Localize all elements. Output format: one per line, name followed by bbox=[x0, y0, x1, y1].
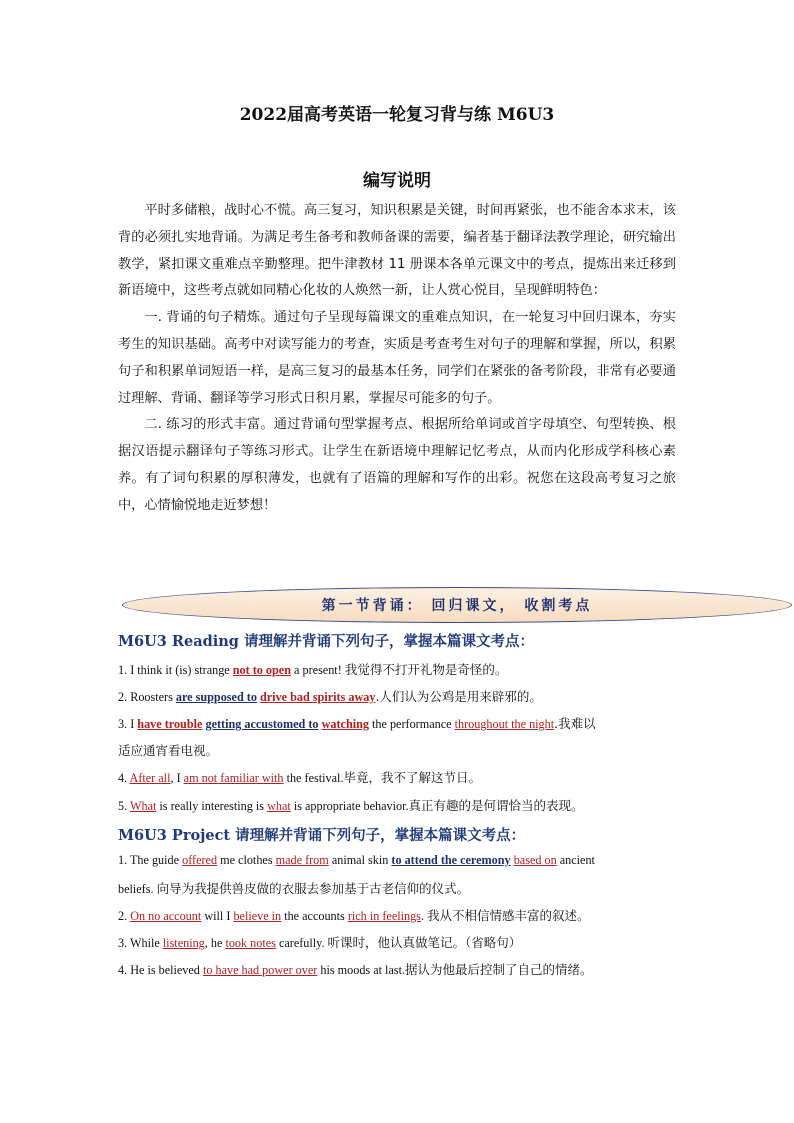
key-phrase: listening bbox=[162, 936, 205, 950]
key-phrase: drive bad spirits away bbox=[259, 690, 376, 704]
key-phrase: getting accustomed to bbox=[205, 717, 319, 731]
page-title: 2022届高考英语一轮复习背与练 M6U3 bbox=[239, 105, 555, 125]
key-phrase: took notes bbox=[225, 936, 276, 950]
key-phrase: to have had power over bbox=[202, 963, 318, 977]
key-phrase: based on bbox=[513, 853, 557, 867]
intro-text bbox=[118, 198, 676, 520]
key-phrase: made from bbox=[275, 853, 329, 867]
project-sentence-1-cont bbox=[118, 879, 678, 897]
section-subtitle: 编写说明 bbox=[363, 171, 431, 191]
text: ancient bbox=[556, 853, 595, 867]
text: 4. bbox=[118, 771, 130, 785]
text: the performance bbox=[368, 717, 455, 731]
key-phrase: believe in bbox=[233, 909, 282, 923]
text: is appropriate behavior. bbox=[290, 799, 409, 813]
key-phrase: What bbox=[129, 799, 157, 813]
key-phrase: On no account bbox=[130, 909, 202, 923]
key-phrase: have trouble bbox=[137, 717, 203, 731]
project-sentence-3 bbox=[118, 933, 678, 951]
text: , he bbox=[204, 936, 226, 950]
reading-sentence-3 bbox=[118, 714, 678, 732]
translation: 毕竟，我不了解这节日。 bbox=[343, 770, 481, 785]
key-phrase: watching bbox=[321, 717, 369, 731]
text: 1. The guide bbox=[118, 853, 183, 867]
translation: .人们认为公鸡是用来辟邪的。 bbox=[375, 689, 542, 704]
text: 5. bbox=[118, 799, 130, 813]
key-phrase: am not familiar with bbox=[183, 771, 284, 785]
text: will I bbox=[201, 909, 234, 923]
text: 1. I think it (is) strange bbox=[118, 663, 233, 677]
section-banner: 第一节背诵： 回归课文， 收割考点 bbox=[122, 587, 792, 623]
text: his moods at last. bbox=[317, 963, 406, 977]
text: 2. Roosters bbox=[118, 690, 176, 704]
text: 2. bbox=[118, 909, 131, 923]
key-phrase: not to open bbox=[232, 663, 291, 677]
reading-sentence-2 bbox=[118, 687, 678, 705]
project-sentence-2 bbox=[118, 906, 678, 924]
translation: 听课时，他认真做笔记。（省略句） bbox=[327, 935, 522, 950]
text: , I bbox=[170, 771, 184, 785]
translation: 我觉得不打开礼物是奇怪的。 bbox=[344, 662, 508, 677]
text: the festival. bbox=[283, 771, 344, 785]
text: a present! bbox=[291, 663, 345, 677]
translation: .我难以 bbox=[554, 716, 596, 731]
text: 3. While bbox=[118, 936, 163, 950]
key-phrase: what bbox=[267, 799, 291, 813]
key-phrase: to attend the ceremony bbox=[391, 853, 511, 867]
reading-sentence-4 bbox=[118, 768, 678, 786]
text: 3. I bbox=[118, 717, 138, 731]
text: me clothes bbox=[217, 853, 276, 867]
translation: 据认为他最后控制了自己的情绪。 bbox=[405, 962, 593, 977]
key-phrase: throughout the night bbox=[454, 717, 555, 731]
text: beliefs. bbox=[118, 882, 157, 896]
text: 4. He is believed bbox=[118, 963, 203, 977]
key-phrase: rich in feelings bbox=[347, 909, 421, 923]
intro-paragraph: 平时多储粮，战时心不慌。高三复习，知识积累是关键，时间再紧张，也不能舍本求末，该背的必须扎实地背诵。为满足考生备考和教师备课的需要，编者基于翻译法教学理论，研究输出教学，紧扣课文重难点辛勤整理。把牛津教材 11 册课本各单元课文中的考点，提炼出来迁移到新语境中，这些考点就如同精心化妆的人焕然一新，让人赏心悦目，呈现鲜明特色： bbox=[118, 203, 676, 299]
text: is really interesting is bbox=[156, 799, 268, 813]
reading-sentence-3-cont bbox=[118, 741, 678, 759]
project-sentence-4 bbox=[118, 960, 678, 978]
intro-paragraph: 一. 背诵的句子精炼。通过句子呈现每篇课文的重难点知识，在一轮复习中回归课本，夯实考生的知识基础。高考中对读写能力的考查，实质是考查考生对句子的理解和掌握，所以，积累句子和积累单词短语一样，是高三复习的最基本任务，同学们在紧张的备考阶段，非常有必要通过理解、背诵、翻译等学习形式日积月累，掌握尽可能多的句子。 bbox=[118, 310, 676, 406]
text: the accounts bbox=[281, 909, 348, 923]
key-phrase: offered bbox=[182, 853, 218, 867]
reading-heading: M6U3 Reading 请理解并背诵下列句子，掌握本篇课文考点： bbox=[118, 633, 534, 650]
reading-sentence-5 bbox=[118, 796, 678, 814]
key-phrase: are supposed to bbox=[175, 690, 257, 704]
translation: 向导为我提供兽皮做的衣服去参加基于古老信仰的仪式。 bbox=[156, 881, 470, 896]
text: carefully. bbox=[275, 936, 328, 950]
translation: 我从不相信情感丰富的叙述。 bbox=[427, 908, 590, 923]
text: animal skin bbox=[328, 853, 392, 867]
key-phrase: After all bbox=[129, 771, 171, 785]
text: . bbox=[420, 909, 428, 923]
project-sentence-1 bbox=[118, 853, 678, 868]
project-heading: M6U3 Project 请理解并背诵下列句子，掌握本篇课文考点： bbox=[118, 827, 526, 844]
translation: 真正有趣的是何谓恰当的表现。 bbox=[408, 798, 584, 813]
intro-paragraph: 二. 练习的形式丰富。通过背诵句型掌握考点、根据所给单词或首字母填空、句型转换、根据汉语提示翻译句子等练习形式。让学生在新语境中理解记忆考点，从而内化形成学科核心素养。有了词句积累的厚积薄发，也就有了语篇的理解和写作的出彩。祝您在这段高考复习之旅中，心情愉悦地走近梦想！ bbox=[118, 417, 676, 513]
translation: 适应通宵看电视。 bbox=[118, 743, 219, 758]
reading-sentence-1 bbox=[118, 660, 678, 678]
